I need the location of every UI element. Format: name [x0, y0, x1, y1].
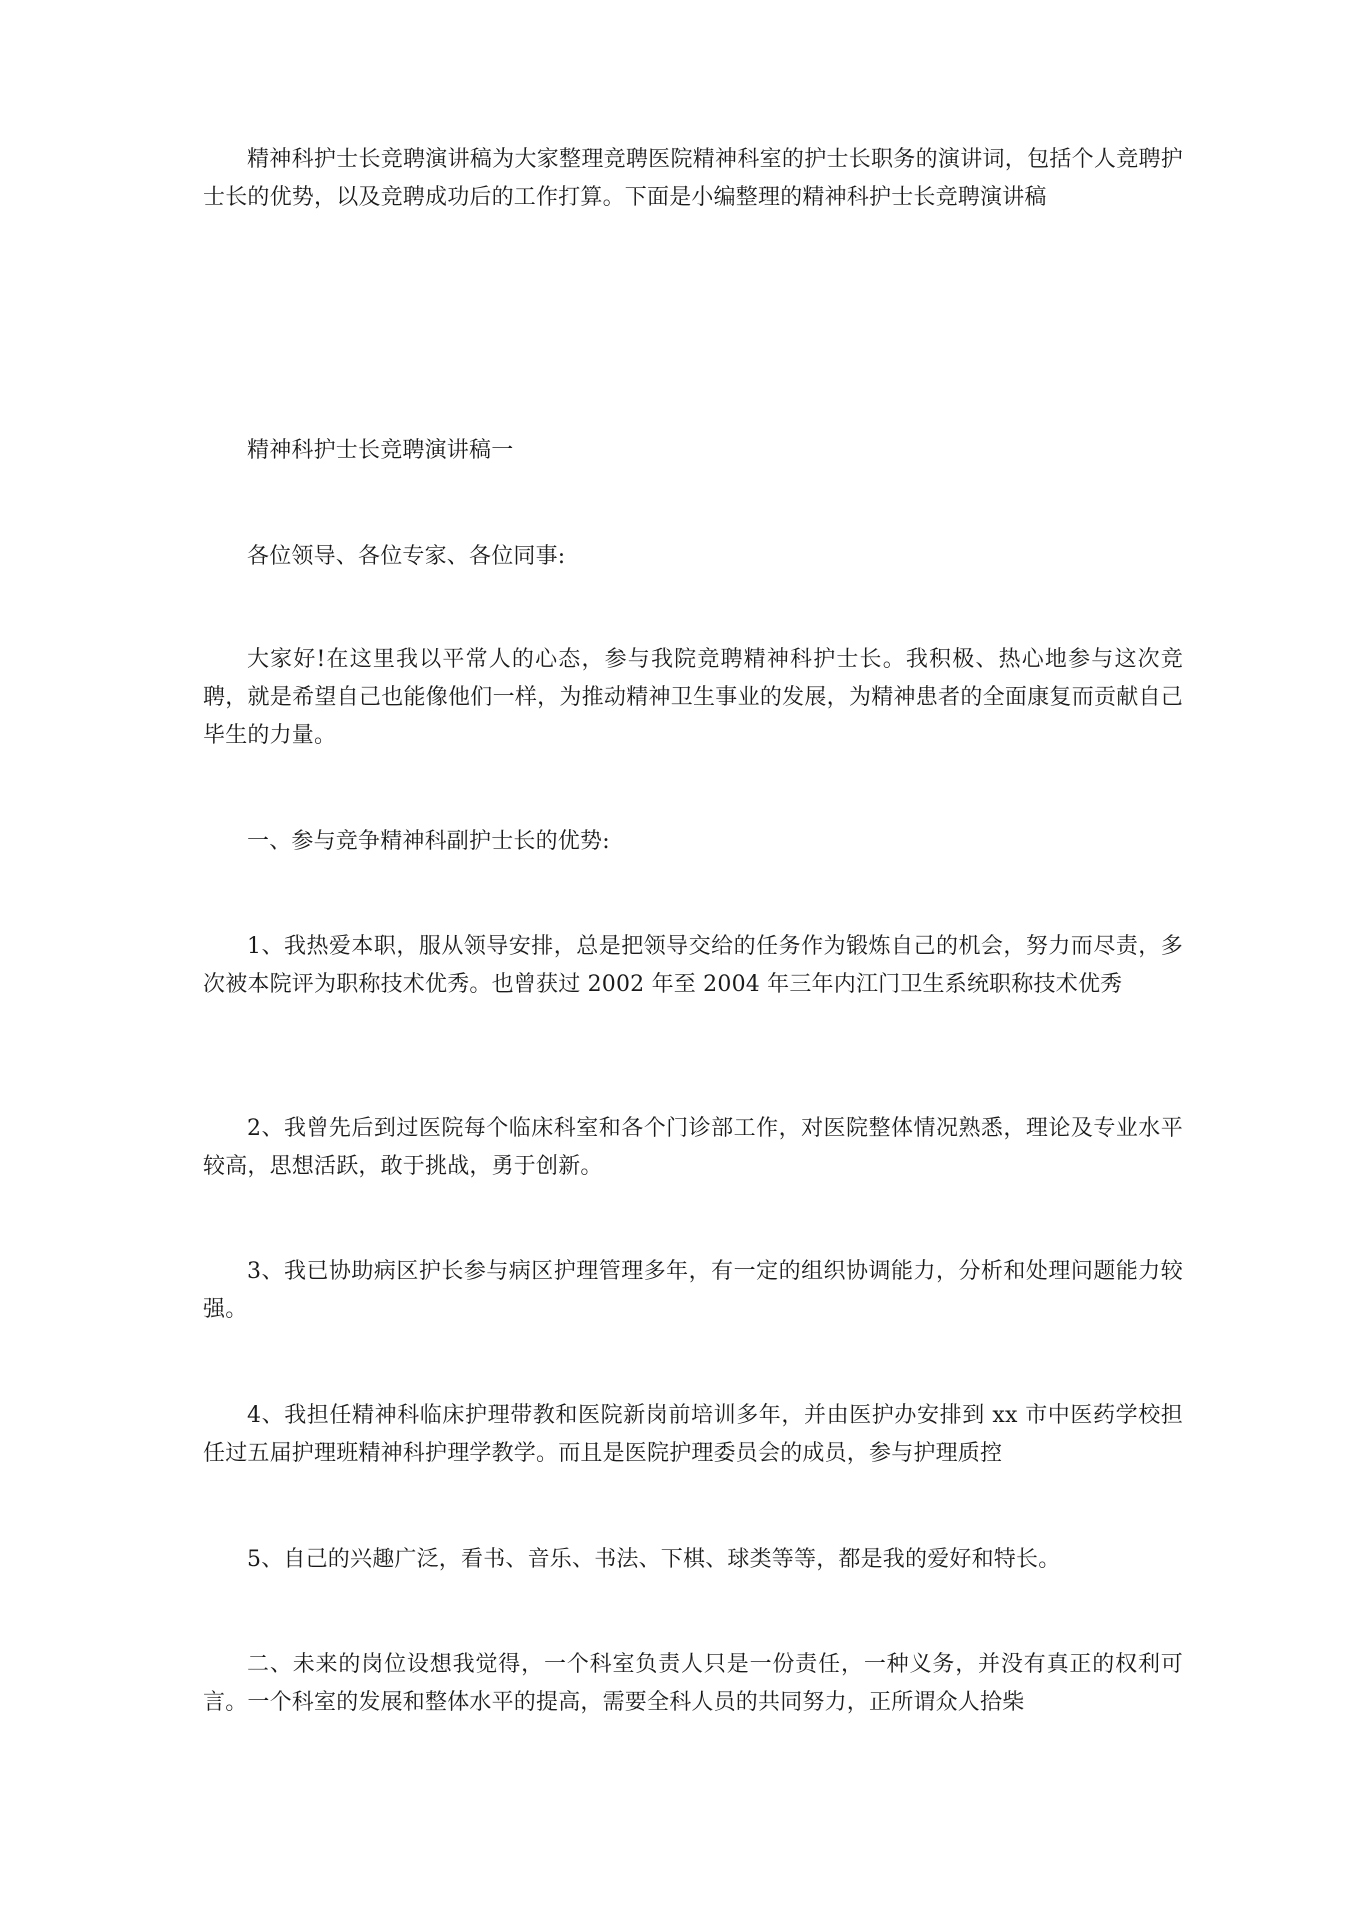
list-item-3: 3、我已协助病区护长参与病区护理管理多年，有一定的组织协调能力，分析和处理问题能力较强。	[203, 1259, 1183, 1322]
list-item-5: 5、自己的兴趣广泛，看书、音乐、书法、下棋、球类等等，都是我的爱好和特长。	[247, 1547, 1061, 1572]
intro-paragraph: 精神科护士长竞聘演讲稿为大家整理竞聘医院精神科室的护士长职务的演讲词，包括个人竞聘护士长的优势，以及竞聘成功后的工作打算。下面是小编整理的精神科护士长竞聘演讲稿	[203, 147, 1183, 210]
list-item-1: 1、我热爱本职，服从领导安排，总是把领导交给的任务作为锻炼自己的机会，努力而尽责，多次被本院评为职称技术优秀。也曾获过 2002 年至 2004 年三年内江门卫生系统职称技术优秀	[203, 934, 1183, 997]
list-item-2: 2、我曾先后到过医院每个临床科室和各个门诊部工作，对医院整体情况熟悉，理论及专业水平较高，思想活跃，敢于挑战，勇于创新。	[203, 1116, 1183, 1179]
part2-paragraph: 二、未来的岗位设想我觉得，一个科室负责人只是一份责任，一种义务，并没有真正的权利可言。一个科室的发展和整体水平的提高，需要全科人员的共同努力，正所谓众人拾柴	[203, 1652, 1183, 1715]
section-title: 精神科护士长竞聘演讲稿一	[247, 438, 514, 463]
opening-paragraph: 大家好!在这里我以平常人的心态，参与我院竞聘精神科护士长。我积极、热心地参与这次竞聘，就是希望自己也能像他们一样，为推动精神卫生事业的发展，为精神患者的全面康复而贡献自己毕生的力量。	[203, 647, 1183, 748]
salutation: 各位领导、各位专家、各位同事:	[247, 544, 566, 569]
part1-heading: 一、参与竞争精神科副护士长的优势:	[247, 829, 610, 854]
list-item-4: 4、我担任精神科临床护理带教和医院新岗前培训多年，并由医护办安排到 xx 市中医药学校担任过五届护理班精神科护理学教学。而且是医院护理委员会的成员，参与护理质控	[203, 1403, 1183, 1466]
